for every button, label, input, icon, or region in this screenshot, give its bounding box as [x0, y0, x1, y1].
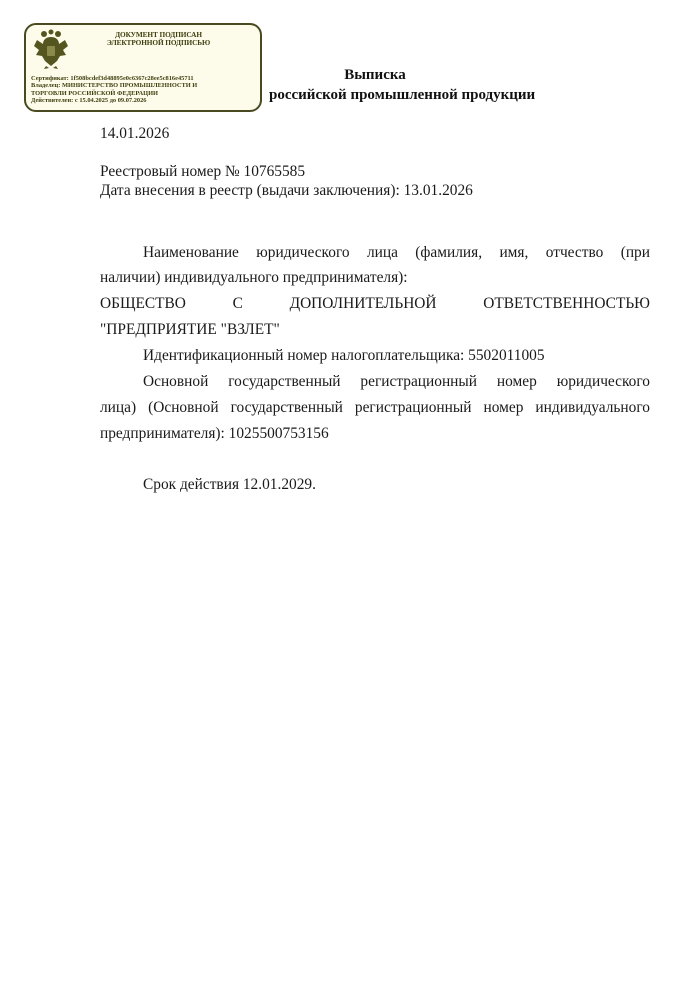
entity-ogrn-value: предпринимателя): 1025500753156 — [100, 425, 329, 442]
registry-number: Реестровый номер № 10765585 — [100, 163, 306, 180]
coat-of-arms-icon — [32, 28, 70, 70]
stamp-heading-line: ДОКУМЕНТ ПОДПИСАН — [115, 30, 202, 39]
stamp-validity: Действителен: с 15.04.2025 до 09.07.2026 — [31, 97, 147, 105]
entity-name-cont: "ПРЕДПРИЯТИЕ "ВЗЛЕТ" — [100, 321, 280, 338]
electronic-signature-stamp — [24, 23, 262, 112]
stamp-owner: ТОРГОВЛИ РОССИЙСКОЙ ФЕДЕРАЦИИ — [31, 89, 159, 97]
stamp-certificate: Сертификат: 1f508bcdef3d48895e0c6367c28ee5c816e45711 — [31, 75, 194, 82]
entity-name: ОБЩЕСТВО С ДОПОЛНИТЕЛЬНОЙ ОТВЕТСТВЕННОСТЬЮ — [100, 295, 650, 312]
issue-date: 14.01.2026 — [100, 125, 170, 142]
entity-ogrn: Основной государственный регистрационный номер юридического — [143, 373, 650, 390]
document-subtitle: российской промышленной продукции — [269, 87, 536, 103]
validity-period: Срок действия 12.01.2029. — [143, 476, 316, 493]
entity-ogrn-cont: лица) (Основной государственный регистрационный номер индивидуального — [100, 399, 650, 416]
entity-name-label: Наименование юридического лица (фамилия, имя, отчество (при — [143, 244, 650, 261]
stamp-heading — [96, 31, 221, 47]
registry-entry-date: Дата внесения в реестр (выдачи заключения): 13.01.2026 — [100, 182, 473, 199]
stamp-heading-line: ЭЛЕКТРОННОЙ ПОДПИСЬЮ — [106, 38, 211, 48]
entity-inn: Идентификационный номер налогоплательщика: 5502011005 — [143, 347, 545, 364]
stamp-info — [31, 75, 256, 105]
document-title: Выписка — [344, 67, 406, 83]
entity-name-label-cont: наличии) индивидуального предпринимателя): — [100, 269, 408, 286]
stamp-owner: Владелец: МИНИСТЕРСТВО ПРОМЫШЛЕННОСТИ И — [31, 82, 198, 90]
